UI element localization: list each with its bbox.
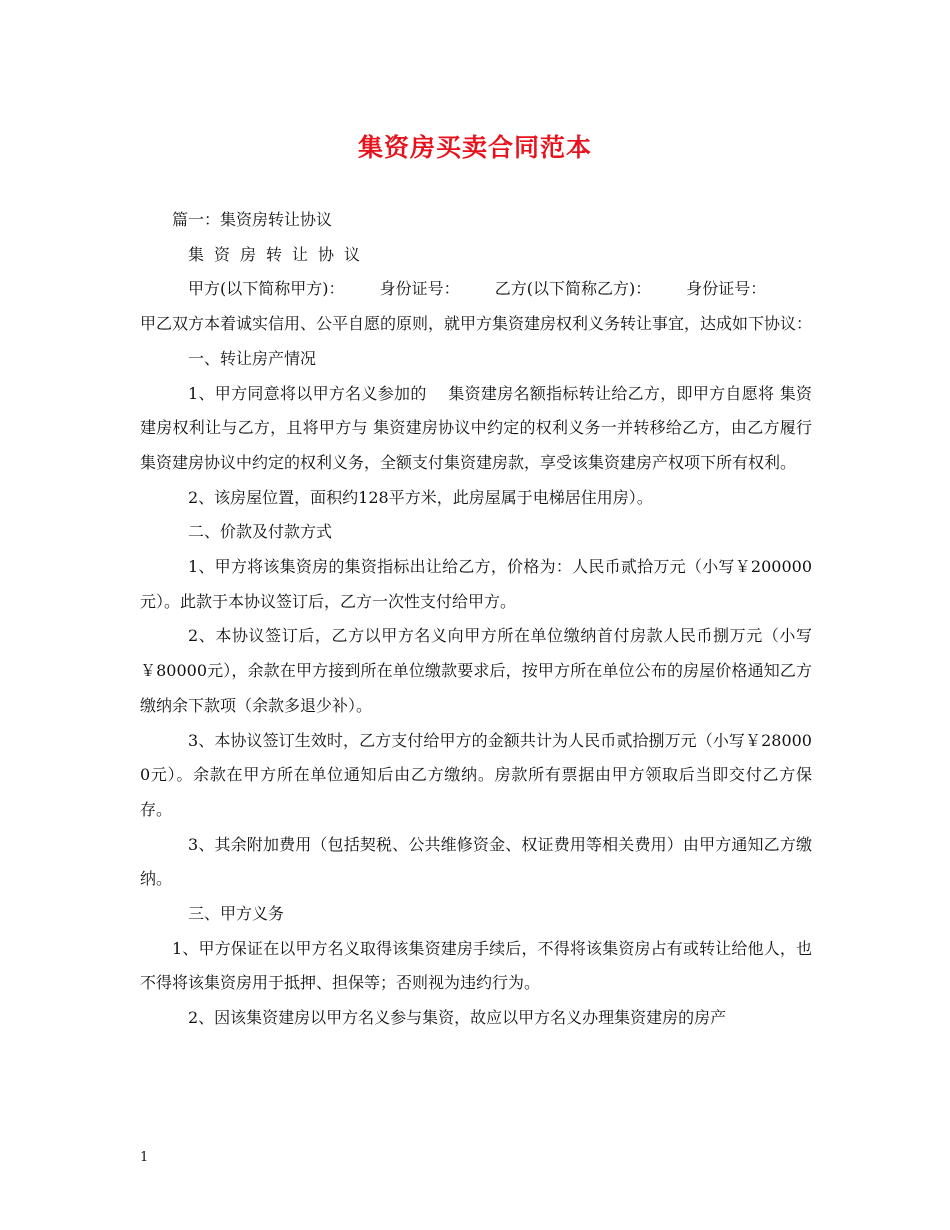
- agreement-subtitle: 集资房转让协议: [188, 244, 371, 264]
- section-1-heading: 一、转让房产情况: [188, 348, 317, 368]
- section-1-paragraph-2: 2、该房屋位置，面积约128平方米，此房屋属于电梯居住用房）。: [188, 487, 653, 507]
- section-2-paragraph-3: 3、本协议签订生效时，乙方支付给甲方的金额共计为人民币贰拾捌万元（小写￥280000元）。余款在甲方所在单位通知后由乙方缴纳。房款所有票据由甲方领取后当即交付乙方保存。: [140, 730, 812, 819]
- party-a-id-label: 身份证号：: [379, 279, 460, 299]
- intro-paragraph: 甲乙双方本着诚实信用、公平自愿的原则，就甲方集资建房权利义务转让事宜，达成如下协议：: [140, 314, 813, 334]
- party-b-id-label: 身份证号：: [686, 279, 767, 299]
- section-2-paragraph-4: 3、其余附加费用（包括契税、公共维修资金、权证费用等相关费用）由甲方通知乙方缴纳。: [140, 834, 812, 889]
- section-3-heading: 三、甲方义务: [188, 904, 285, 924]
- section-3-paragraph-1: 1、甲方保证在以甲方名义取得该集资建房手续后，不得将该集资房占有或转让给他人，也不得将该集资房用于抵押、担保等；否则视为违约行为。: [140, 938, 812, 993]
- party-a-label: 甲方(以下简称甲方)：: [188, 279, 345, 299]
- party-b-label: 乙方(以下简称乙方)：: [494, 279, 652, 299]
- document-title: 集资房买卖合同范本: [357, 133, 592, 162]
- section-1-paragraph-1: 1、甲方同意将以甲方名义参加的 集资建房名额指标转让给乙方，即甲方自愿将 集资建房权利让与乙方，且将甲方与 集资建房协议中约定的权利义务一并转移给乙方，由乙方履行集资建房协议中约定的权利义务，全额支付集资建房款，享受该集资建房产权项下所有权利。: [140, 383, 812, 472]
- parties-line: [140, 272, 812, 307]
- chapter-heading: 篇一：集资房转让协议: [172, 210, 333, 229]
- section-2-paragraph-1: 1、甲方将该集资房的集资指标出让给乙方，价格为：人民币贰拾万元（小写￥200000元）。此款于本协议签订后，乙方一次性支付给甲方。: [140, 557, 812, 611]
- section-2-heading: 二、价款及付款方式: [188, 522, 333, 542]
- document-body: [140, 203, 812, 1036]
- page-number: 1: [140, 1150, 149, 1165]
- section-2-paragraph-2: 2、本协议签订后，乙方以甲方名义向甲方所在单位缴纳首付房款人民币捌万元（小写￥80000元），余款在甲方接到所在单位缴款要求后，按甲方所在单位公布的房屋价格通知乙方缴纳余下款项（余款多退少补）。: [140, 626, 812, 715]
- section-3-paragraph-2: 2、因该集资建房以甲方名义参与集资，故应以甲方名义办理集资建房的房产: [188, 1008, 727, 1028]
